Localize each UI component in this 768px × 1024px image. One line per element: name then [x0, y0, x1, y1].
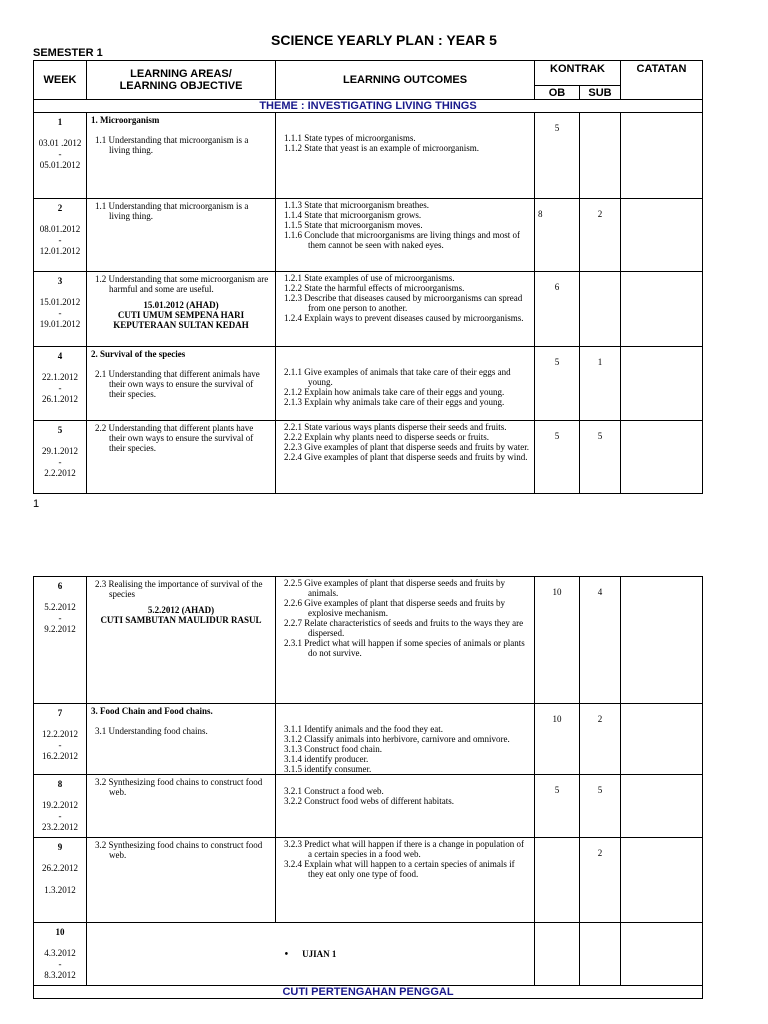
- learning-outcome: 1.2.1 State examples of use of microorganisms.: [284, 273, 455, 283]
- sub-cell: [580, 923, 621, 986]
- sub-cell: [580, 272, 621, 347]
- catatan-cell: [621, 923, 703, 986]
- week-cell: [34, 577, 87, 704]
- catatan-cell: [621, 113, 703, 199]
- learning-outcome: 2.1.2 Explain how animals take care of their eggs and young.: [284, 387, 505, 397]
- catatan-cell: [621, 775, 703, 838]
- week-date-start: 15.01.2012: [39, 297, 81, 307]
- learning-outcome: 2.2.7 Relate characteristics of seeds and fruits to the ways they are dispersed.: [284, 618, 524, 638]
- learning-area-cell: [87, 272, 276, 347]
- learning-outcome: 2.1.1 Give examples of animals that take care of their eggs and young.: [284, 367, 511, 387]
- week-cell: [34, 347, 87, 421]
- holiday-note-line: 5.2.2012 (AHAD): [147, 605, 215, 615]
- week-cell: [34, 838, 87, 923]
- sub-cell: 1: [580, 347, 621, 421]
- header-ob: OB: [535, 86, 580, 100]
- catatan-cell: [621, 838, 703, 923]
- week-date-start: 29.1.2012: [42, 446, 78, 456]
- learning-outcome: 3.2.3 Predict what will happen if there is a change in population of a certain species in a food web.: [284, 839, 524, 859]
- header-learning-areas-line1: LEARNING AREAS/: [130, 68, 232, 80]
- plan-row: [34, 347, 703, 421]
- learning-outcome: 1.2.3 Describe that diseases caused by microorganisms can spread from one person to another.: [284, 293, 523, 313]
- week-date-end: 2.2.2012: [44, 468, 76, 478]
- learning-area-cell: [87, 421, 276, 494]
- cuti-banner: CUTI PERTENGAHAN PENGGAL: [34, 986, 703, 999]
- holiday-note-line: CUTI SAMBUTAN MAULIDUR RASUL: [100, 615, 262, 625]
- catatan-cell: [621, 272, 703, 347]
- week-date-start: 26.2.2012: [42, 863, 78, 873]
- learning-area-cell: [87, 704, 276, 775]
- week-date-sep: -: [58, 457, 62, 467]
- page-title: SCIENCE YEARLY PLAN : YEAR 5: [271, 32, 497, 48]
- learning-area-heading: 1. Microorganism: [91, 115, 160, 125]
- learning-outcome: 3.2.2 Construct food webs of different habitats.: [284, 796, 455, 806]
- week-date-start: 08.01.2012: [39, 224, 81, 234]
- ob-cell: 5: [535, 113, 580, 199]
- week-date-sep: -: [58, 308, 62, 318]
- week-cell: [34, 704, 87, 775]
- header-learning-areas-line2: LEARNING OBJECTIVE: [119, 80, 243, 92]
- plan-table-1: [33, 60, 703, 494]
- plan-row: [34, 775, 703, 838]
- learning-outcomes-cell: [276, 199, 535, 272]
- holiday-note-line: CUTI UMUM SEMPENA HARI: [117, 310, 245, 320]
- week-number: 9: [57, 842, 63, 852]
- week-date-end: 16.2.2012: [42, 751, 78, 761]
- header-catatan: CATATAN: [621, 61, 703, 100]
- week-date-sep: -: [58, 235, 62, 245]
- week-number: 10: [55, 927, 65, 937]
- week-number: 4: [57, 351, 63, 361]
- holiday-note: [91, 605, 271, 625]
- week-number: 8: [57, 779, 63, 789]
- week-date-start: 22.1.2012: [42, 372, 78, 382]
- week-date-start: 03.01 .2012: [38, 138, 82, 148]
- catatan-cell: [621, 347, 703, 421]
- week-date-sep: -: [58, 613, 62, 623]
- week-date-sep: -: [58, 149, 62, 159]
- learning-objective: 3.2 Synthesizing food chains to construct food web.: [95, 777, 263, 797]
- ob-cell: 10: [535, 704, 580, 775]
- learning-outcome: 3.1.2 Classify animals into herbivore, carnivore and omnivore.: [284, 734, 510, 744]
- week-cell: [34, 199, 87, 272]
- week-date-start: 5.2.2012: [44, 602, 76, 612]
- learning-outcome: 2.2.2 Explain why plants need to disperse seeds or fruits.: [284, 432, 489, 442]
- week-date-end: 05.01.2012: [39, 160, 81, 170]
- plan-row: [34, 704, 703, 775]
- ob-cell: 5: [535, 421, 580, 494]
- week-number: 2: [57, 203, 63, 213]
- learning-outcome: 1.2.4 Explain ways to prevent diseases caused by microorganisms.: [284, 313, 524, 323]
- week-date-end: 26.1.2012: [42, 394, 78, 404]
- learning-outcome: 3.1.3 Construct food chain.: [284, 744, 382, 754]
- ob-cell: [535, 838, 580, 923]
- catatan-cell: [621, 421, 703, 494]
- week-cell: [34, 923, 87, 986]
- learning-outcome: 1.1.3 State that microorganism breathes.: [284, 200, 430, 210]
- ob-cell: 6: [535, 272, 580, 347]
- week-date-sep: [34, 874, 86, 885]
- sub-cell: 4: [580, 577, 621, 704]
- learning-outcome: 1.1.6 Conclude that microorganisms are living things and most of them cannot be seen with naked eyes.: [284, 230, 521, 250]
- learning-area-heading: 3. Food Chain and Food chains.: [91, 706, 213, 716]
- header-week: WEEK: [34, 61, 87, 100]
- learning-outcome: 3.2.4 Explain what will happen to a certain species of animals if they eat only one type of food.: [284, 859, 515, 879]
- ob-cell: 8: [535, 199, 580, 272]
- week-cell: [34, 113, 87, 199]
- week-number: 3: [57, 276, 63, 286]
- learning-objective: 2.1 Understanding that different animals have their own ways to ensure the survival of their species.: [95, 369, 260, 399]
- learning-outcome: 3.1.1 Identify animals and the food they eat.: [284, 724, 443, 734]
- learning-outcome: 3.1.5 identify consumer.: [284, 764, 372, 774]
- plan-table-2: [33, 576, 703, 999]
- learning-outcome: 3.2.1 Construct a food web.: [284, 786, 384, 796]
- exam-cell: [87, 923, 535, 986]
- holiday-note: [91, 300, 271, 330]
- plan-row: [34, 421, 703, 494]
- plan-row: [34, 272, 703, 347]
- week-cell: [34, 421, 87, 494]
- catatan-cell: [621, 577, 703, 704]
- learning-objective: 2.2 Understanding that different plants have their own ways to ensure the survival of their species.: [95, 423, 254, 453]
- ob-cell: 5: [535, 347, 580, 421]
- sub-cell: [580, 113, 621, 199]
- learning-outcomes-cell: [276, 838, 535, 923]
- plan-row: [34, 577, 703, 704]
- learning-objective: 3.2 Synthesizing food chains to construct food web.: [95, 840, 263, 860]
- week-date-sep: -: [58, 959, 62, 969]
- week-number: 7: [57, 708, 63, 718]
- learning-outcome: 1.1.1 State types of microorganisms.: [284, 133, 416, 143]
- week-date-sep: -: [58, 383, 62, 393]
- learning-objective: 3.1 Understanding food chains.: [95, 726, 208, 736]
- week-date-end: 12.01.2012: [39, 246, 81, 256]
- ob-cell: [535, 923, 580, 986]
- learning-outcome: 1.1.4 State that microorganism grows.: [284, 210, 422, 220]
- week-number: 6: [57, 581, 63, 591]
- plan-row: [34, 838, 703, 923]
- header-learning-areas: [87, 61, 276, 100]
- week-date-end: 8.3.2012: [44, 970, 76, 980]
- sub-cell: 2: [580, 704, 621, 775]
- week-cell: [34, 775, 87, 838]
- learning-area-cell: [87, 775, 276, 838]
- plan-row: [34, 199, 703, 272]
- week-number: 5: [57, 425, 63, 435]
- holiday-note-line: KEPUTERAAN SULTAN KEDAH: [113, 320, 249, 330]
- learning-outcome: 3.1.4 identify producer.: [284, 754, 369, 764]
- learning-outcomes-cell: [276, 704, 535, 775]
- week-date-end: 1.3.2012: [44, 885, 76, 895]
- sub-cell: 2: [580, 838, 621, 923]
- learning-outcome: 1.1.5 State that microorganism moves.: [284, 220, 423, 230]
- learning-outcome: 2.2.1 State various ways plants disperse their seeds and fruits.: [284, 422, 507, 432]
- learning-outcome: 2.2.6 Give examples of plant that disperse seeds and fruits by explosive mechanism.: [284, 598, 505, 618]
- exam-label: • UJIAN 1: [285, 949, 337, 959]
- week-date-end: 19.01.2012: [39, 319, 81, 329]
- learning-area-heading: 2. Survival of the species: [91, 349, 186, 359]
- catatan-cell: [621, 704, 703, 775]
- learning-outcomes-cell: [276, 421, 535, 494]
- header-kontrak: KONTRAK: [535, 61, 621, 86]
- learning-outcome: 2.2.4 Give examples of plant that disperse seeds and fruits by wind.: [284, 452, 528, 462]
- week-date-start: 4.3.2012: [44, 948, 76, 958]
- learning-outcomes-cell: [276, 347, 535, 421]
- week-number: 1: [57, 117, 63, 127]
- semester-label: SEMESTER 1: [33, 47, 103, 59]
- learning-outcome: 1.1.2 State that yeast is an example of microorganism.: [284, 143, 480, 153]
- sub-cell: 5: [580, 775, 621, 838]
- learning-area-cell: [87, 199, 276, 272]
- week-date-end: 23.2.2012: [42, 822, 78, 832]
- holiday-note-line: 15.01.2012 (AHAD): [143, 300, 219, 310]
- sub-cell: 5: [580, 421, 621, 494]
- week-date-sep: -: [58, 811, 62, 821]
- learning-area-cell: [87, 577, 276, 704]
- learning-outcomes-cell: [276, 775, 535, 838]
- learning-outcome: [280, 776, 530, 786]
- week-date-start: 19.2.2012: [42, 800, 78, 810]
- learning-outcome: 2.2.5 Give examples of plant that disperse seeds and fruits by animals.: [284, 578, 505, 598]
- catatan-cell: [621, 199, 703, 272]
- ob-cell: 5: [535, 775, 580, 838]
- learning-outcomes-cell: [276, 272, 535, 347]
- week-date-sep: -: [58, 740, 62, 750]
- learning-objective: 1.2 Understanding that some microorganism are harmful and some are useful.: [95, 274, 269, 294]
- learning-area-cell: [87, 838, 276, 923]
- header-sub: SUB: [580, 86, 621, 100]
- page-number: 1: [33, 498, 40, 510]
- sub-cell: 2: [580, 199, 621, 272]
- learning-outcome: 2.2.3 Give examples of plant that disperse seeds and fruits by water.: [284, 442, 529, 452]
- ob-cell: 10: [535, 577, 580, 704]
- learning-objective: 1.1 Understanding that microorganism is a living thing.: [95, 201, 249, 221]
- learning-objective: 1.1 Understanding that microorganism is a living thing.: [95, 135, 249, 155]
- learning-outcome: 2.3.1 Predict what will happen if some species of animals or plants do not survive.: [284, 638, 525, 658]
- week-date-start: 12.2.2012: [42, 729, 78, 739]
- learning-outcomes-cell: [276, 577, 535, 704]
- learning-area-cell: [87, 113, 276, 199]
- learning-area-cell: [87, 347, 276, 421]
- learning-outcome: 2.1.3 Explain why animals take care of their eggs and young.: [284, 397, 505, 407]
- theme-banner: THEME : INVESTIGATING LIVING THINGS: [34, 100, 703, 113]
- learning-outcomes-cell: [276, 113, 535, 199]
- learning-outcome: 1.2.2 State the harmful effects of microorganisms.: [284, 283, 465, 293]
- header-learning-outcomes: LEARNING OUTCOMES: [276, 61, 535, 100]
- plan-row: [34, 113, 703, 199]
- week-date-end: 9.2.2012: [44, 624, 76, 634]
- week-cell: [34, 272, 87, 347]
- learning-objective: 2.3 Realising the importance of survival of the species: [95, 579, 263, 599]
